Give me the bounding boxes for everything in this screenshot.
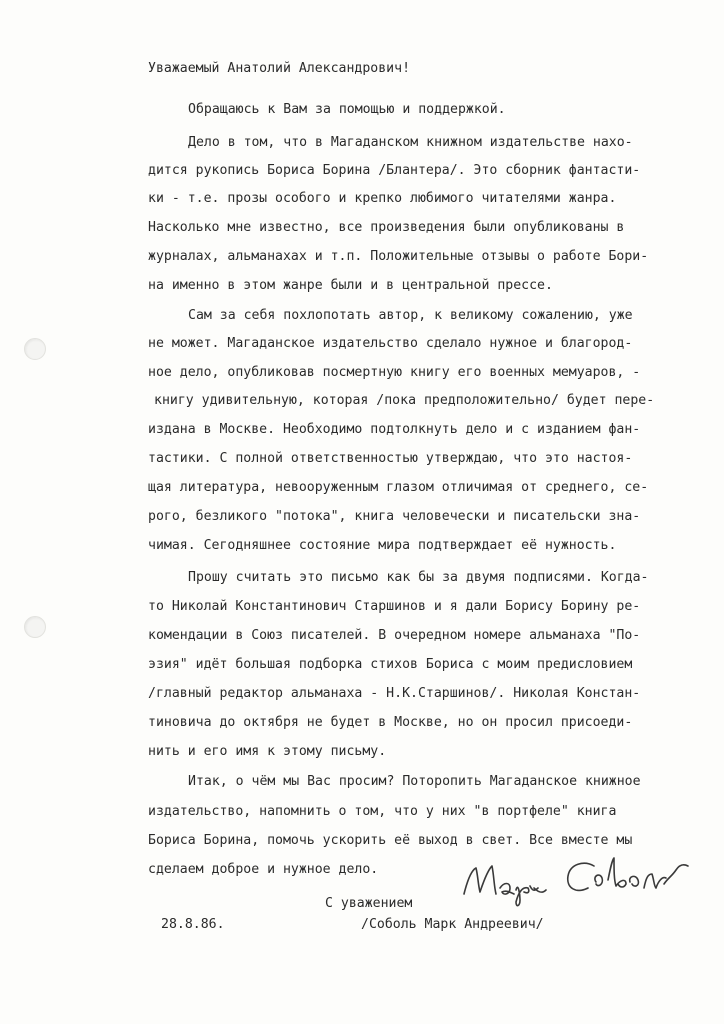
body-line-25: издательство, напомнить о том, что у них "в портфеле" книга [148,804,617,819]
body-line-23: нить и его имя к этому письму. [148,744,387,759]
salutation: Уважаемый Анатолий Александрович! [148,61,411,76]
body-line-3: дится рукопись Бориса Борина /Блантера/. Это сборник фантасти- [148,163,641,178]
handwritten-signature [458,848,694,918]
body-line-18: то Николай Константинович Старшинов и я дали Борису Борину ре- [148,599,641,614]
punch-hole-bottom [24,616,46,638]
body-line-27: сделаем доброе и нужное дело. [148,862,379,877]
body-line-20: эзия" идёт большая подборка стихов Бориса с моим предисловием [148,657,633,672]
signer-name: /Соболь Марк Андреевич/ [361,917,544,932]
closing: С уважением [325,896,413,911]
body-line-19: комендации в Союз писателей. В очередном номере альманаха "По- [148,628,641,643]
body-line-24: Итак, о чём мы Вас просим? Поторопить Магаданское книжное [188,774,641,789]
body-line-6: журналах, альманахах и т.п. Положительные отзывы о работе Бори- [148,249,649,264]
body-line-2: Дело в том, что в Магаданском книжном издательстве нахо- [188,135,633,150]
body-line-17: Прошу считать это письмо как бы за двумя подписями. Когда- [188,570,649,585]
body-line-10: ное дело, опубликовав посмертную книгу его военных мемуаров, - [148,365,641,380]
body-line-22: тиновича до октября не будет в Москве, но он просил присоеди- [148,715,633,730]
date: 28.8.86. [161,917,225,932]
body-line-5: Насколько мне известно, все произведения были опубликованы в [148,220,625,235]
body-line-9: не может. Магаданское издательство сделало нужное и благород- [148,336,633,351]
body-line-1: Обращаюсь к Вам за помощью и поддержкой. [188,102,506,117]
body-line-11: книгу удивительную, которая /пока предположительно/ будет пере- [154,393,655,408]
body-line-8: Сам за себя похлопотать автор, к великому сожалению, уже [188,308,633,323]
body-line-14: щая литература, невооруженным глазом отличимая от среднего, се- [148,480,649,495]
punch-hole-top [24,338,46,360]
body-line-26: Бориса Борина, помочь ускорить её выход в свет. Все вместе мы [148,833,633,848]
body-line-4: ки - т.е. прозы особого и крепко любимого читателями жанра. [148,191,617,206]
body-line-16: чимая. Сегодняшнее состояние мира подтверждает её нужность. [148,538,617,553]
body-line-21: /главный редактор альманаха - Н.К.Старшинов/. Николая Констан- [148,686,641,701]
body-line-7: на именно в этом жанре были и в центральной прессе. [148,278,553,293]
body-line-15: рого, безликого "потока", книга человечески и писательски зна- [148,509,641,524]
body-line-12: издана в Москве. Необходимо подтолкнуть дело и с изданием фан- [148,422,641,437]
body-line-13: тастики. С полной ответственностью утверждаю, что это настоя- [148,451,633,466]
